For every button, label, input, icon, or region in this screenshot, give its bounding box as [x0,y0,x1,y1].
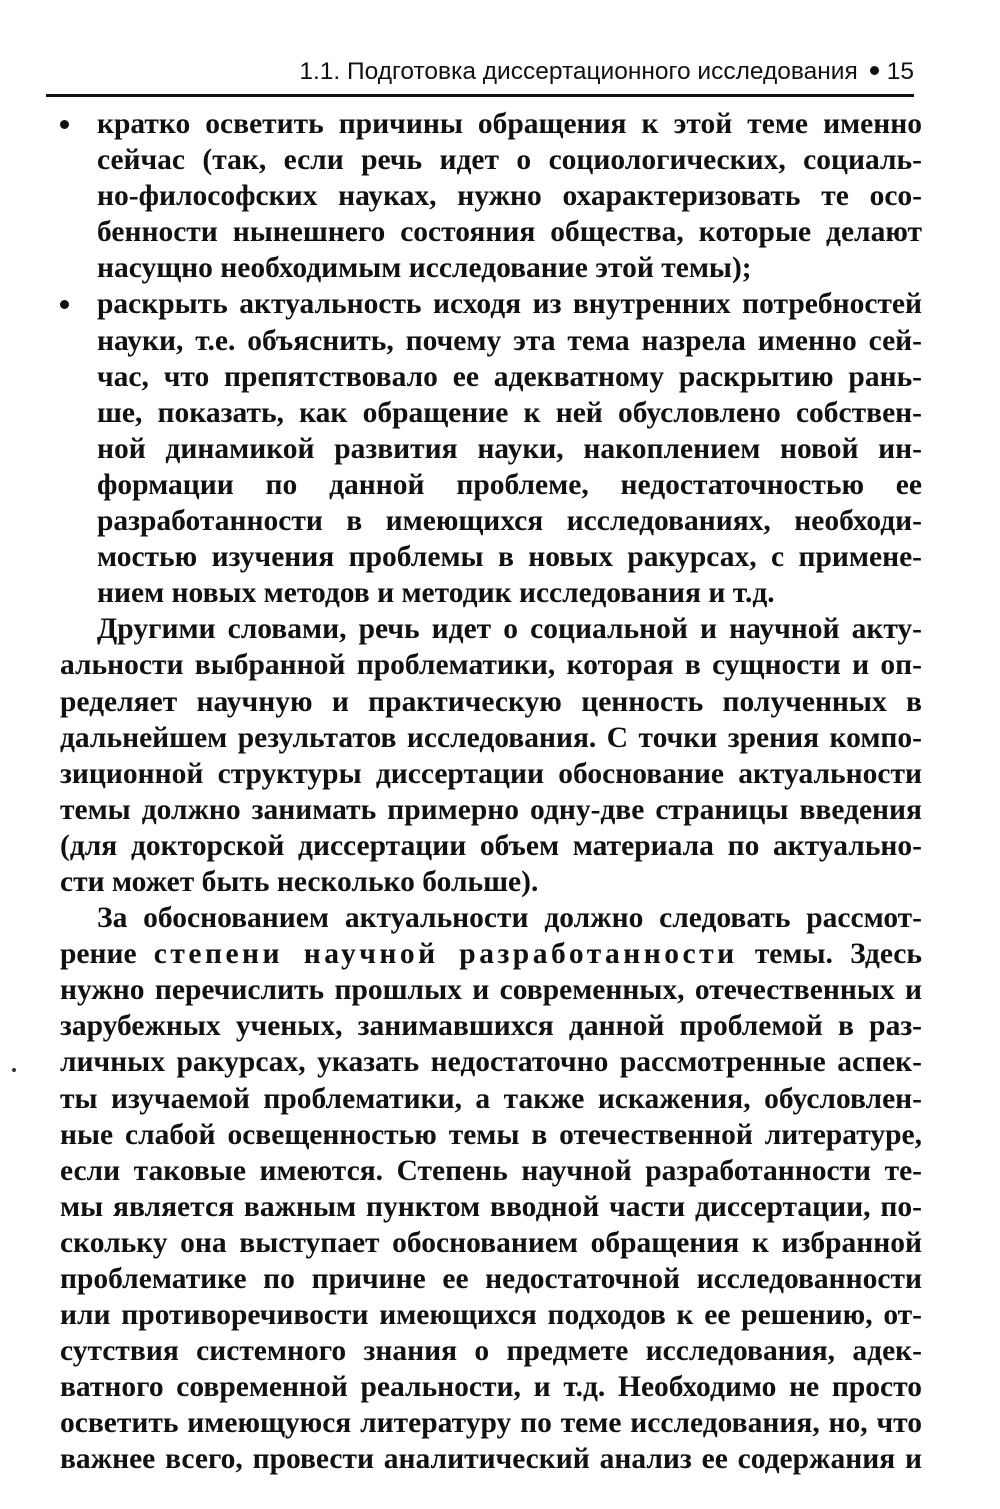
text-fragment: рение [60,938,154,971]
text-line: ты изучаемой проблематики, а также искажения, обусловлен- [60,1082,922,1115]
text-line: скольку она выступает обоснованием обращения к избранной [60,1226,922,1259]
paragraph-relevance [60,611,922,900]
text-line: ной динамикой развития науки, накоплением новой ин- [97,432,922,465]
text-line: ределяет научную и практическую ценность полученных в [60,685,922,718]
text-line: важнее всего, провести аналитический анализ ее содержания и [60,1443,922,1476]
bullet-item-2 [60,286,922,611]
bullet-separator-icon [870,66,879,75]
text-line: дальнейшем результатов исследования. С точки зрения компо- [60,721,922,754]
text-line: зиционной структуры диссертации обоснование актуальности [60,757,922,790]
running-header [46,50,914,97]
text-line-with-emphasis [60,936,922,972]
text-line: темы должно занимать примерно одну-две страницы введения [60,793,922,826]
page-number: 15 [886,58,914,85]
text-line: насущно необходимым исследование этой темы); [97,252,752,285]
text-line: нужно перечислить прошлых и современных, отечественных и [60,974,922,1007]
text-line: или противоречивости имеющихся подходов к ее решению, от- [60,1299,922,1332]
text-line: кратко осветить причины обращения к этой теме именно [97,108,922,140]
bullet-icon [60,300,69,309]
text-line: сутствия системного знания о предмете исследования, адек- [60,1335,922,1368]
text-line: раскрыть актуальность исходя из внутренних потребностей [97,288,922,321]
text-line: альности выбранной проблематики, которая в сущности и оп- [60,649,922,682]
text-line: сейчас (так, если речь идет о социологических, социаль- [97,144,922,177]
text-line: если таковые имеются. Степень научной разработанности те- [60,1154,922,1187]
text-line: зарубежных ученых, занимавшихся данной проблемой в раз- [60,1010,922,1043]
text-line: личных ракурсах, указать недостаточно рассмотренные аспек- [60,1046,922,1079]
text-line: мостью изучения проблемы в новых ракурсах, с примене- [97,541,922,574]
text-line: ватного современной реальности, и т.д. Необходимо не просто [60,1371,922,1404]
text-line: осветить имеющуюся литературу по теме исследования, но, что [60,1407,922,1440]
text-line: ше, показать, как обращение к ней обусловлено собствен- [97,396,922,429]
text-line: проблематике по причине ее недостаточной исследованности [60,1263,922,1295]
page-body [60,106,922,1478]
text-line: ные слабой освещенностью темы в отечественной литературе, [60,1118,922,1151]
emphasized-term: степени научной разработанности [153,938,738,971]
text-line: Другими словами, речь идет о социальной и научной акту- [97,613,922,646]
text-line: формации по данной проблеме, недостаточностью ее [97,468,922,501]
text-line: науки, т.е. объяснить, почему эта тема назрела именно сей- [97,324,922,357]
margin-dot-mark [12,1068,16,1072]
text-line: За обоснованием актуальности должно следовать рассмот- [97,902,922,935]
paragraph-scientific-development [60,900,922,1478]
text-line: час, что препятствовало ее адекватному раскрытию рань- [97,360,922,393]
text-line: мы является важным пунктом вводной части диссертации, по- [60,1190,922,1223]
text-line: (для докторской диссертации объем материала по актуально- [60,829,922,862]
bullet-icon [60,120,69,129]
running-title: 1.1. Подготовка диссертационного исследования [299,58,858,85]
text-fragment: темы. Здесь [737,938,922,971]
bullet-item-1 [60,106,922,286]
text-line: разработанности в имеющихся исследованиях, необходи- [97,505,922,538]
text-line: сти может быть несколько больше). [60,865,539,898]
text-line: бенности нынешнего состояния общества, которые делают [97,216,922,249]
text-line: но-философских науках, нужно охарактеризовать те осо- [97,180,922,213]
text-line: нием новых методов и методик исследования и т.д. [97,577,775,610]
